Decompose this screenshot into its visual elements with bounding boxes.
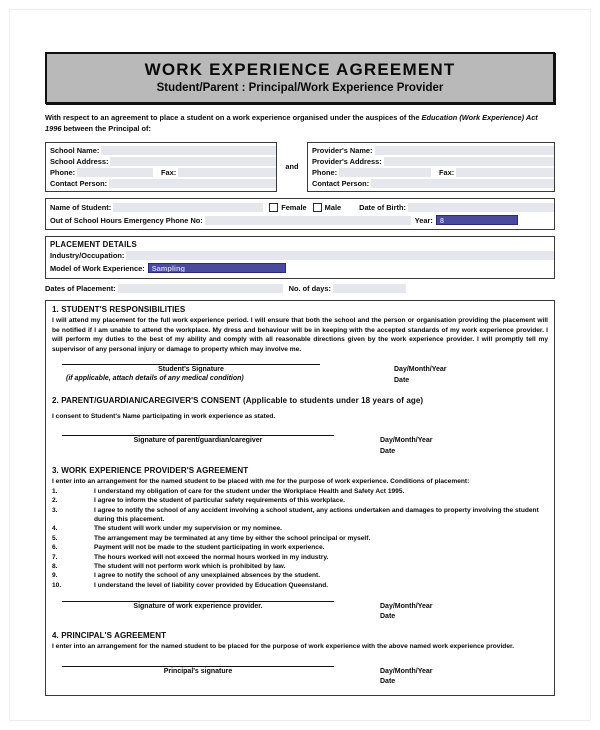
placement-details-heading: PLACEMENT DETAILS xyxy=(50,239,137,249)
section2-date-format: Day/Month/Year xyxy=(380,437,433,445)
title-banner xyxy=(45,52,555,104)
emergency-phone-input[interactable] xyxy=(205,216,411,225)
provider-address-label: Provider's Address: xyxy=(312,156,382,166)
section1-date-format: Day/Month/Year xyxy=(394,366,447,374)
section3-signature-left xyxy=(52,601,352,610)
school-phone-label: Phone: xyxy=(50,167,76,177)
provider-fax-input[interactable] xyxy=(456,168,554,177)
condition-text: I agree to notify the school of any unexplained absences by the student. xyxy=(94,572,321,580)
school-address-input[interactable] xyxy=(110,157,276,166)
section4-signature-block xyxy=(52,666,548,688)
condition-number: 7. xyxy=(52,553,58,561)
section3-signature-block xyxy=(52,601,548,623)
section1-body: I will attend my placement for the full work experience period. I will ensure that both the school and the person or organisation providing the placement will be notified if I am unable to attend the workplace. My dress and behaviour will be in keeping with the accepted standards of my work experience provider. I will perform my duties to the best of my ability and comply with all reasonable directions given by the work experience provider. I will promptly tell my supervisor of any personal injury or damage to property which may involve me. xyxy=(52,316,548,354)
section1-signature-line[interactable] xyxy=(62,364,320,365)
and-separator: and xyxy=(285,162,299,172)
section4-body: I enter into an arrangement for the named student to be placed for the purpose of work experience with the above named work experience provider. xyxy=(52,642,515,650)
condition-item xyxy=(52,543,548,552)
dob-input[interactable] xyxy=(408,203,554,212)
provider-name-row xyxy=(308,145,554,156)
industry-label: Industry/Occupation: xyxy=(50,251,125,261)
section3-signature-caption: Signature of work experience provider. xyxy=(133,602,263,610)
female-label: Female xyxy=(281,202,307,212)
provider-phone-label: Phone: xyxy=(312,167,338,177)
section1-medical-note: (if applicable, attach details of any medical condition) xyxy=(66,375,244,383)
school-phone-row xyxy=(46,167,276,178)
student-name-input[interactable] xyxy=(113,203,263,212)
provider-contact-label: Contact Person: xyxy=(312,178,370,188)
provider-name-input[interactable] xyxy=(375,146,555,155)
section2-date-block xyxy=(380,435,433,457)
section4-signature-left xyxy=(52,666,352,675)
year-label: Year: xyxy=(414,215,433,225)
school-contact-label: Contact Person: xyxy=(50,178,108,188)
school-fax-input[interactable] xyxy=(178,168,276,177)
section2-signature-block xyxy=(52,435,548,457)
emergency-phone-row xyxy=(46,214,554,227)
student-name-label: Name of Student: xyxy=(50,202,112,212)
industry-row xyxy=(46,250,554,262)
provider-phone-input[interactable] xyxy=(339,168,431,177)
section4-signature-line[interactable] xyxy=(62,666,334,667)
provider-details-box xyxy=(307,142,555,192)
industry-input[interactable] xyxy=(126,251,554,260)
condition-number: 1. xyxy=(52,488,58,495)
section3-date-format: Day/Month/Year xyxy=(380,602,433,610)
model-label: Model of Work Experience: xyxy=(50,263,145,273)
dates-row xyxy=(45,283,555,295)
intro-text-before: With respect to an agreement to place a student on a work experience organised under the auspices of the xyxy=(45,113,422,123)
condition-item xyxy=(52,553,548,562)
section3-date-block xyxy=(380,601,433,623)
condition-number: 6. xyxy=(52,544,58,552)
condition-text: The student will not perform work which is prohibited by law. xyxy=(94,562,286,570)
document-title: WORK EXPERIENCE AGREEMENT xyxy=(144,60,456,79)
condition-item xyxy=(52,581,548,590)
section1-signature-caption: Student's Signature xyxy=(158,366,224,374)
condition-number: 3. xyxy=(52,506,58,514)
male-label: Male xyxy=(324,202,342,212)
student-details-box xyxy=(45,198,555,230)
dates-input[interactable] xyxy=(118,284,283,293)
condition-item xyxy=(52,571,548,580)
section1-signature-left xyxy=(52,364,352,382)
student-name-row xyxy=(46,201,554,214)
condition-item xyxy=(52,524,548,533)
condition-text: I understand my obligation of care for the student under the Workplace Health and Safety Act 1995. xyxy=(94,488,405,495)
section1-heading: 1. STUDENT'S RESPONSIBILITIES xyxy=(52,304,186,314)
provider-contact-input[interactable] xyxy=(371,179,554,188)
intro-paragraph xyxy=(45,113,555,134)
agreement-body-box xyxy=(45,300,555,696)
condition-number: 9. xyxy=(52,572,58,580)
condition-text: The hours worked will not exceed the normal hours worked in my industry. xyxy=(94,553,329,561)
school-name-input[interactable] xyxy=(101,146,276,155)
section3-conditions-list xyxy=(52,487,548,590)
section3-date-label: Date xyxy=(380,613,396,621)
section2-body: I consent to Student's Name participating in work experience as stated. xyxy=(52,413,276,421)
provider-phone-row xyxy=(308,167,554,178)
school-address-row xyxy=(46,156,276,167)
section4-date-block xyxy=(380,666,433,688)
section1-signature-block xyxy=(52,364,548,386)
section3-signature-line[interactable] xyxy=(62,601,334,602)
section2-signature-left xyxy=(52,435,352,444)
section2-signature-line[interactable] xyxy=(62,435,334,436)
days-input[interactable] xyxy=(333,284,406,293)
condition-number: 2. xyxy=(52,497,58,505)
condition-number: 10. xyxy=(52,581,62,589)
dob-label: Date of Birth: xyxy=(359,202,406,212)
school-contact-input[interactable] xyxy=(109,179,276,188)
section3-intro: I enter into an arrangement for the named student to be placed with me for the purpose of work experience. Conditions of placement: xyxy=(52,478,470,486)
school-name-row xyxy=(46,145,276,156)
male-checkbox[interactable] xyxy=(313,203,322,212)
days-label: No. of days: xyxy=(288,284,331,294)
female-checkbox[interactable] xyxy=(269,203,278,212)
emergency-phone-label: Out of School Hours Emergency Phone No: xyxy=(50,215,203,225)
dates-label: Dates of Placement: xyxy=(45,284,116,294)
condition-number: 8. xyxy=(52,562,58,570)
section2-date-label: Date xyxy=(380,447,396,455)
condition-text: Payment will not be made to the student participating in work experience. xyxy=(94,544,325,552)
condition-item xyxy=(52,506,548,525)
condition-item xyxy=(52,562,548,571)
condition-text: The student will work under my supervision or my nominee. xyxy=(94,525,282,533)
provider-address-input[interactable] xyxy=(384,157,554,166)
placement-details-box xyxy=(45,236,555,279)
model-row xyxy=(46,262,554,275)
section4-date-label: Date xyxy=(380,678,396,686)
intro-text-after: between the Principal of: xyxy=(61,123,151,133)
provider-fax-label: Fax: xyxy=(439,167,455,177)
document-content xyxy=(45,52,555,696)
condition-text: I agree to notify the school of any accident involving a school student, any actions undertaken and damages to property involving the student during this placement. xyxy=(94,506,539,524)
section3-heading: 3. WORK EXPERIENCE PROVIDER'S AGREEMENT xyxy=(52,466,249,476)
provider-address-row xyxy=(308,156,554,167)
intro-act-citation: Education (Work Experience) Act 1996 xyxy=(45,113,538,133)
model-select[interactable]: Sampling xyxy=(148,263,286,273)
condition-number: 4. xyxy=(52,525,58,533)
parties-row xyxy=(45,142,555,192)
school-phone-input[interactable] xyxy=(77,168,153,177)
section4-date-format: Day/Month/Year xyxy=(380,667,433,675)
year-select[interactable]: 8 xyxy=(436,215,518,225)
provider-name-label: Provider's Name: xyxy=(312,145,373,155)
section2-signature-caption: Signature of parent/guardian/caregiver xyxy=(133,437,263,445)
section4-signature-caption: Principal's signature xyxy=(163,667,233,675)
condition-text: The arrangement may be terminated at any time by either the school principal or myself. xyxy=(94,534,371,542)
school-address-label: School Address: xyxy=(50,156,109,166)
provider-contact-row xyxy=(308,178,554,189)
section1-date-label: Date xyxy=(394,376,410,384)
condition-item xyxy=(52,534,548,543)
school-fax-label: Fax: xyxy=(161,167,177,177)
school-details-box xyxy=(45,142,277,192)
condition-item xyxy=(52,496,548,505)
section2-heading: 2. PARENT/GUARDIAN/CAREGIVER'S CONSENT (Applicable to students under 18 years of age) xyxy=(52,396,424,406)
condition-text: I agree to inform the student of particular safety requirements of this workplace. xyxy=(94,497,345,505)
condition-text: I understand the level of liability cover provided by Education Queensland. xyxy=(94,581,329,589)
condition-number: 5. xyxy=(52,534,58,542)
section1-date-block xyxy=(394,364,447,386)
school-name-label: School Name: xyxy=(50,145,100,155)
condition-item xyxy=(52,487,548,496)
document-subtitle: Student/Parent : Principal/Work Experience Provider xyxy=(156,82,444,95)
section4-heading: 4. PRINCIPAL'S AGREEMENT xyxy=(52,630,167,640)
school-contact-row xyxy=(46,178,276,189)
